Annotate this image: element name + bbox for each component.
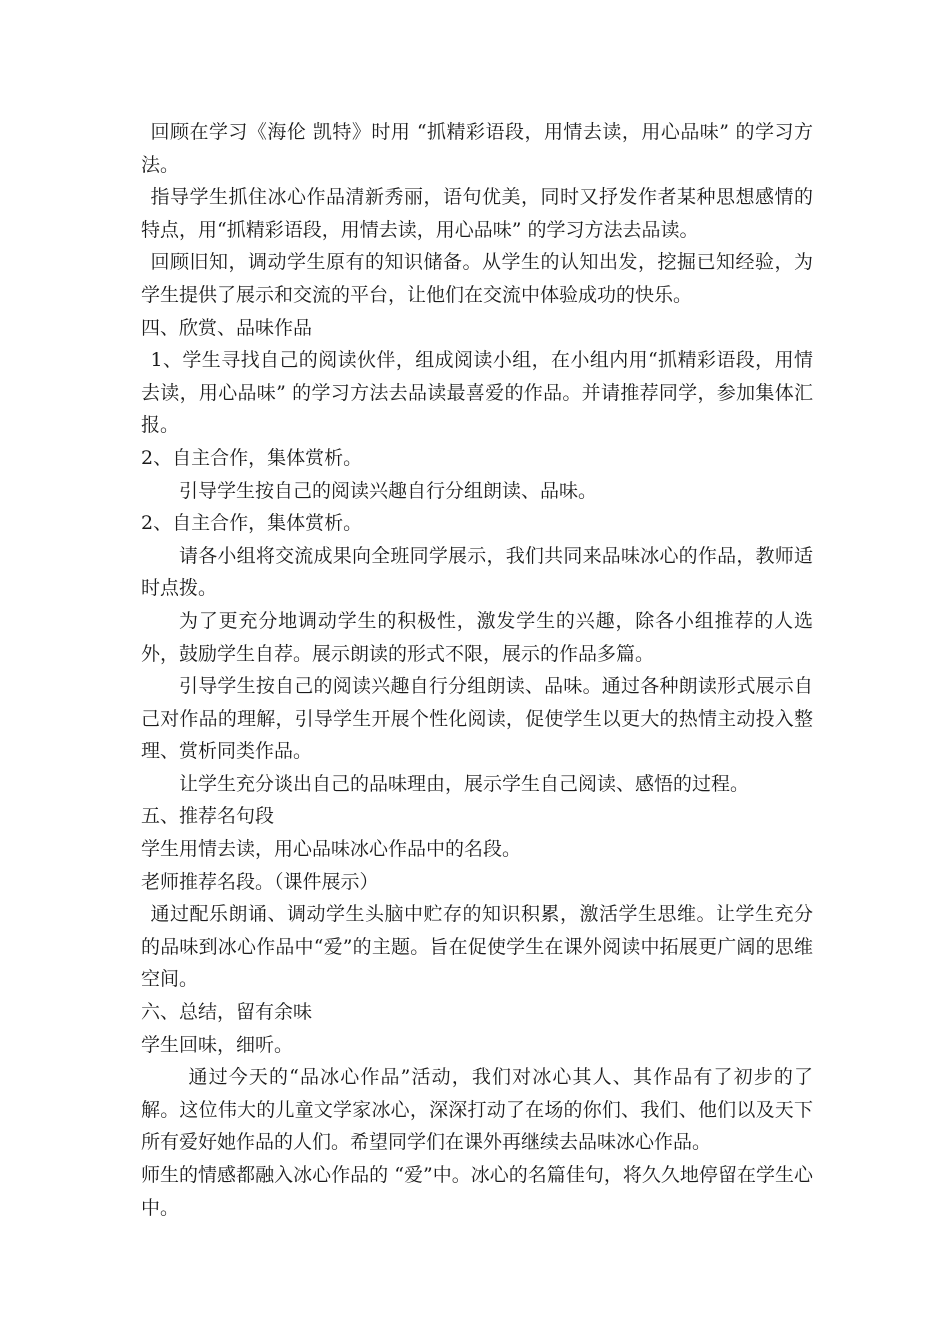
paragraph-reading-groups: 1、学生寻找自己的阅读伙伴，组成阅读小组，在小组内用“抓精彩语段，用情去读，用心品味” 的学习方法去品读最喜爱的作品。并请推荐同学，参加集体汇报。 — [141, 349, 813, 437]
paragraph-review-knowledge: 回顾旧知，调动学生原有的知识储备。从学生的认知出发，挖掘已知经验，为学生提供了展示和交流的平台，让他们在交流中体验成功的快乐。 — [141, 251, 813, 306]
paragraph-music-recitation: 通过配乐朗诵、调动学生头脑中贮存的知识积累，激活学生思维。让学生充分的品味到冰心作品中“爱”的主题。旨在促使学生在课外阅读中拓展更广阔的思维空间。 — [141, 903, 813, 991]
paragraph-guide-students: 指导学生抓住冰心作品清新秀丽，语句优美，同时又抒发作者某种思想感情的特点，用“抓精彩语段，用情去读，用心品味” 的学习方法去品读。 — [141, 186, 813, 241]
paragraph-summary: 通过今天的“品冰心作品”活动，我们对冰心其人、其作品有了初步的了解。这位伟大的儿童文学家冰心，深深打动了在场的你们、我们、他们以及天下所有爱好她作品的人们。希望同学们在课外再继续去品味冰心作品。 — [141, 1066, 813, 1154]
subheading-cooperation-2: 2、自主合作，集体赏析。 — [141, 512, 363, 535]
paragraph-group-presentation: 请各小组将交流成果向全班同学展示，我们共同来品味冰心的作品，教师适时点拨。 — [141, 544, 813, 600]
paragraph-teacher-recommend: 老师推荐名段。（课件展示） — [141, 870, 379, 893]
section-heading-5: 五、推荐名句段 — [141, 805, 275, 828]
paragraph-group-reading-1: 引导学生按自己的阅读兴趣自行分组朗读、品味。 — [179, 479, 598, 502]
section-heading-6: 六、总结，留有余味 — [141, 1001, 313, 1024]
subheading-cooperation-1: 2、自主合作，集体赏析。 — [141, 446, 363, 469]
paragraph-students-recall: 学生回味，细听。 — [141, 1033, 294, 1056]
paragraph-closing: 师生的情感都融入冰心作品的 “爱”中。冰心的名篇佳句，将久久地停留在学生心中。 — [141, 1164, 813, 1219]
paragraph-review-method: 回顾在学习《海伦 凯特》时用 “抓精彩语段，用情去读，用心品味” 的学习方法。 — [141, 121, 813, 176]
paragraph-students-read: 学生用情去读，用心品味冰心作品中的名段。 — [141, 838, 522, 861]
document-body — [141, 116, 813, 1224]
paragraph-group-reading-2: 引导学生按自己的阅读兴趣自行分组朗读、品味。通过各种朗读形式展示自己对作品的理解，引导学生开展个性化阅读，促使学生以更大的热情主动投入整理、赏析同类作品。 — [141, 675, 813, 763]
section-heading-4: 四、欣赏、品味作品 — [141, 316, 313, 339]
paragraph-reasons: 让学生充分谈出自己的品味理由，展示学生自己阅读、感悟的过程。 — [179, 772, 750, 795]
paragraph-motivation: 为了更充分地调动学生的积极性，激发学生的兴趣，除各小组推荐的人选外，鼓励学生自荐。展示朗读的形式不限，展示的作品多篇。 — [141, 609, 813, 665]
